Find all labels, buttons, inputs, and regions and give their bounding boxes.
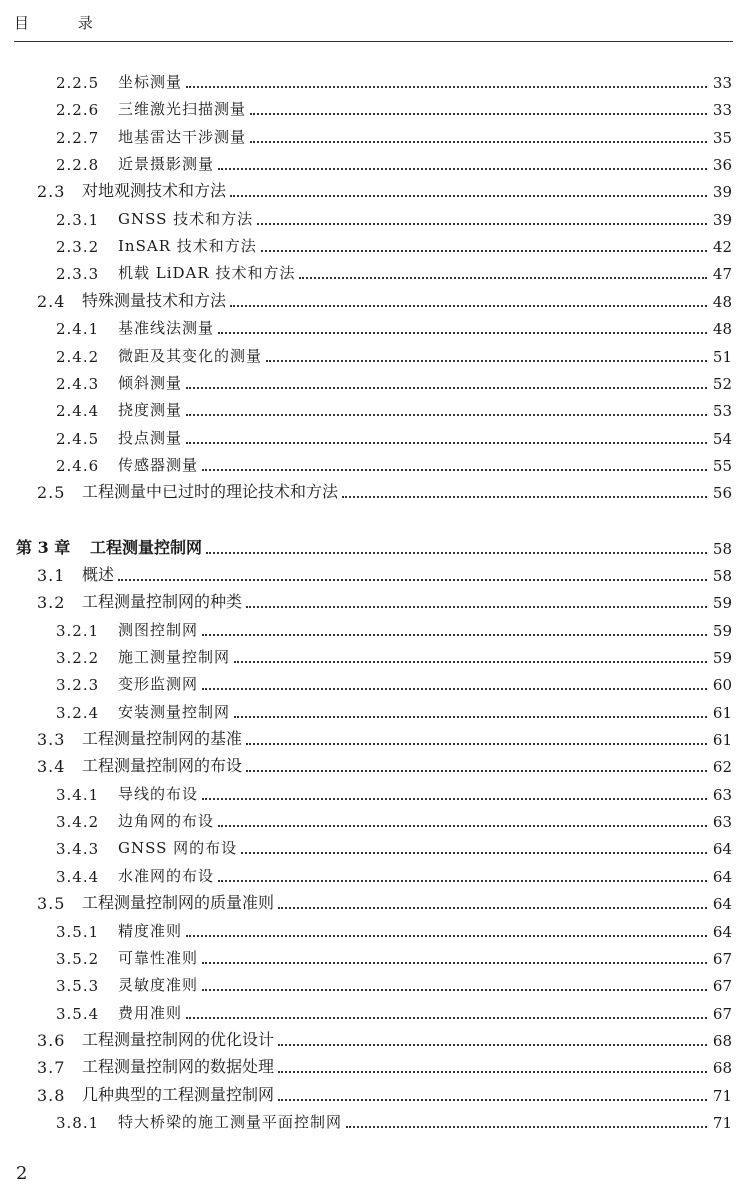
toc-leader-dots	[342, 496, 707, 498]
toc-entry	[0, 69, 750, 95]
toc-leader-dots	[234, 716, 707, 718]
toc-leader-dots	[241, 852, 707, 854]
page-header-title: 目 录	[14, 14, 115, 32]
toc-entry	[0, 370, 750, 396]
toc-entry-title: GNSS 网的布设	[118, 839, 238, 858]
toc-entry	[0, 617, 750, 643]
toc-entry-title: 基准线法测量	[118, 319, 215, 338]
toc-entry	[0, 835, 750, 861]
toc-entry-number: 3.4.4	[56, 867, 100, 886]
toc-entry-title: 工程测量控制网的种类	[82, 592, 243, 612]
toc-entry-title: 工程测量控制网的基准	[82, 729, 243, 749]
toc-entry-page: 35	[712, 128, 732, 147]
toc-entry-title: 三维激光扫描测量	[118, 100, 247, 119]
toc-entry-page: 59	[712, 649, 732, 667]
toc-entry-page: 61	[712, 731, 732, 750]
toc-entry-number: 2.4.2	[56, 347, 100, 366]
toc-entry-number: 3.5.3	[56, 977, 100, 996]
toc-entry-title: 特殊测量技术和方法	[82, 290, 227, 310]
toc-entry-number: 3.4	[37, 757, 66, 777]
toc-entry-page: 51	[712, 347, 732, 366]
toc-entry-title: 工程测量控制网的数据处理	[82, 1057, 275, 1077]
toc-leader-dots	[218, 825, 707, 827]
toc-entry-number: 3.5.2	[56, 949, 100, 968]
toc-entry	[0, 343, 750, 369]
toc-leader-dots	[278, 1071, 707, 1073]
toc-entry-page: 53	[712, 402, 732, 421]
toc-entry-page: 64	[712, 895, 732, 914]
toc-entry-title: 倾斜测量	[118, 373, 183, 392]
toc-entry	[0, 479, 750, 505]
page-number: 2	[16, 1163, 28, 1184]
toc-leader-dots	[202, 962, 707, 964]
toc-entry	[0, 1054, 750, 1080]
toc-leader-dots	[186, 86, 707, 88]
toc-entry-number: 3.8	[37, 1085, 66, 1105]
toc-entry-page: 67	[712, 1004, 732, 1023]
toc-entry-page: 56	[712, 484, 732, 503]
toc-leader-dots	[218, 880, 707, 882]
toc-entry-page: 55	[712, 456, 732, 475]
toc-entry-page: 71	[712, 1113, 732, 1132]
toc-entry-number: 2.5	[37, 483, 66, 503]
toc-leader-dots	[246, 606, 707, 608]
toc-entry-page: 67	[712, 949, 732, 968]
toc-leader-dots	[186, 414, 707, 416]
toc-entry	[0, 671, 750, 697]
toc-entry	[0, 781, 750, 807]
toc-entry	[0, 425, 750, 451]
toc-entry-page: 33	[712, 74, 732, 92]
toc-leader-dots	[250, 113, 707, 115]
toc-entry-number: 3.1	[37, 565, 66, 585]
header-rule	[14, 41, 733, 42]
toc-entry-number: 3.4.2	[56, 813, 100, 832]
toc-leader-dots	[218, 168, 707, 170]
toc-entry-title: 工程测量控制网的优化设计	[82, 1029, 275, 1049]
toc-leader-dots	[186, 1017, 707, 1019]
toc-entry-title: 工程测量控制网的布设	[82, 756, 243, 776]
toc-entry	[0, 699, 750, 725]
toc-entry-page: 62	[712, 758, 732, 777]
toc-leader-dots	[230, 305, 707, 307]
toc-leader-dots	[250, 141, 707, 143]
toc-entry-title: 边角网的布设	[118, 812, 215, 831]
toc-entry	[0, 945, 750, 971]
toc-entry-number: 3.7	[37, 1058, 66, 1078]
toc-entry-number: 3.3	[37, 730, 66, 750]
toc-leader-dots	[202, 634, 707, 636]
toc-entry-title: 几种典型的工程测量控制网	[82, 1084, 275, 1104]
toc-leader-dots	[230, 195, 707, 197]
toc-leader-dots	[266, 360, 707, 362]
toc-entry	[0, 589, 750, 615]
toc-leader-dots	[278, 1044, 707, 1046]
toc-leader-dots	[218, 332, 707, 334]
toc-entry-number: 2.2.7	[56, 128, 100, 147]
toc-entry-title: 工程测量控制网	[90, 537, 203, 557]
toc-entry-page: 39	[712, 183, 732, 202]
toc-entry	[0, 1082, 750, 1108]
toc-entry-title: 近景摄影测量	[118, 155, 215, 174]
toc-entry	[0, 1109, 750, 1135]
toc-entry-number: 2.4.5	[56, 429, 100, 448]
toc-entry-title: 挠度测量	[118, 401, 183, 420]
toc-entry-title: 导线的布设	[118, 784, 199, 803]
toc-entry-number: 3.5.4	[56, 1004, 100, 1023]
toc-entry-title: 机载 LiDAR 技术和方法	[118, 264, 296, 283]
toc-entry-title: 传感器测量	[118, 455, 199, 474]
toc-entry-number: 3.4.3	[56, 840, 100, 859]
toc-leader-dots	[299, 277, 707, 279]
toc-entry-page: 59	[712, 621, 732, 640]
toc-entry	[0, 233, 750, 259]
toc-entry-page: 48	[712, 320, 732, 339]
toc-leader-dots	[202, 469, 707, 471]
toc-entry	[0, 644, 750, 670]
toc-entry-page: 39	[712, 210, 732, 229]
toc-entry-page: 64	[712, 840, 732, 859]
toc-entry-page: 58	[712, 539, 732, 558]
toc-entry-title: 工程测量控制网的质量准则	[82, 893, 275, 913]
toc-leader-dots	[246, 743, 707, 745]
toc-entry-title: 测图控制网	[118, 620, 199, 639]
toc-entry-title: InSAR 技术和方法	[118, 237, 257, 256]
toc-entry-page: 67	[712, 977, 732, 996]
toc-entry-number: 3.2	[37, 593, 66, 613]
toc-entry-number: 3.5	[37, 894, 66, 914]
toc-entry	[0, 288, 750, 314]
toc-leader-dots	[118, 579, 707, 581]
toc-entry-number: 3.2.4	[56, 703, 100, 722]
toc-entry-page: 64	[712, 867, 732, 886]
toc-entry-number: 2.2.5	[56, 74, 100, 92]
toc-entry	[0, 863, 750, 889]
toc-entry-page: 58	[712, 566, 732, 585]
toc-entry-number: 2.3.2	[56, 238, 100, 257]
toc-entry	[0, 726, 750, 752]
toc-entry-number: 2.3	[37, 182, 66, 202]
toc-entry-number: 3.4.1	[56, 785, 100, 804]
toc-entry-title: 地基雷达干涉测量	[118, 127, 247, 146]
toc-entry-title: 变形监测网	[118, 675, 199, 694]
toc-entry-number: 3.5.1	[56, 922, 100, 941]
toc-entry-page: 59	[712, 594, 732, 613]
toc-entry-page: 47	[712, 265, 732, 284]
toc-leader-dots	[257, 223, 707, 225]
toc-entry-number: 3.6	[37, 1030, 66, 1050]
toc-entry-title: 水准网的布设	[118, 866, 215, 885]
toc-entry-number: 3.8.1	[56, 1113, 100, 1132]
toc-entry-page: 71	[712, 1086, 732, 1105]
toc-entry-page: 33	[712, 101, 732, 120]
toc-entry-page: 63	[712, 813, 732, 832]
toc-entry	[0, 1000, 750, 1026]
toc-entry	[0, 753, 750, 779]
toc-entry-number: 2.3.1	[56, 210, 100, 229]
toc-entry-title: 工程测量中已过时的理论技术和方法	[82, 482, 339, 502]
toc-entry-title: GNSS 技术和方法	[118, 209, 254, 228]
toc-leader-dots	[202, 798, 707, 800]
toc-entry	[0, 206, 750, 232]
toc-entry-page: 63	[712, 785, 732, 804]
toc-entry-page: 68	[712, 1059, 732, 1078]
toc-leader-dots	[202, 688, 707, 690]
toc-entry-page: 60	[712, 676, 732, 695]
toc-leader-dots	[206, 552, 707, 554]
toc-entry	[0, 972, 750, 998]
toc-entry-title: 微距及其变化的测量	[118, 346, 263, 365]
toc-entry-number: 3.2.3	[56, 676, 100, 695]
toc-entry	[0, 890, 750, 916]
toc-entry	[0, 151, 750, 177]
toc-entry-title: 施工测量控制网	[118, 648, 231, 666]
toc-entry-number: 2.4.4	[56, 402, 100, 421]
toc-leader-dots	[186, 387, 707, 389]
toc-leader-dots	[346, 1126, 707, 1128]
toc-leader-dots	[186, 442, 707, 444]
toc-entry-title: 对地观测技术和方法	[82, 181, 227, 201]
toc-entry	[0, 96, 750, 122]
toc-entry-page: 42	[712, 238, 732, 257]
toc-entry-title: 费用准则	[118, 1003, 183, 1022]
toc-entry-title: 可靠性准则	[118, 948, 199, 967]
toc-leader-dots	[246, 770, 707, 772]
toc-entry-number: 2.4.1	[56, 320, 100, 339]
toc-entry-title: 投点测量	[118, 428, 183, 447]
toc-entry	[0, 808, 750, 834]
toc-entry	[0, 1027, 750, 1053]
toc-entry	[0, 315, 750, 341]
toc-leader-dots	[278, 1099, 707, 1101]
toc-entry-title: 灵敏度准则	[118, 976, 199, 995]
toc-entry-number: 2.3.3	[56, 265, 100, 284]
toc-entry-page: 68	[712, 1031, 732, 1050]
toc-entry-page: 48	[712, 292, 732, 311]
toc-entry-number: 2.2.6	[56, 101, 100, 120]
toc-entry-page: 61	[712, 703, 732, 722]
toc-entry-number: 第 3 章	[16, 537, 71, 557]
toc-entry-title: 特大桥梁的施工测量平面控制网	[118, 1112, 343, 1131]
toc-entry-title: 精度准则	[118, 921, 183, 940]
toc-entry-number: 2.2.8	[56, 156, 100, 175]
toc-leader-dots	[202, 989, 707, 991]
toc-entry-title: 坐标测量	[118, 73, 183, 91]
toc-entry	[0, 178, 750, 204]
toc-entry-number: 2.4.6	[56, 456, 100, 475]
toc-entry	[0, 397, 750, 423]
toc-leader-dots	[234, 661, 707, 663]
toc-entry	[0, 124, 750, 150]
toc-entry-title: 概述	[82, 564, 115, 584]
toc-leader-dots	[186, 935, 707, 937]
toc-entry	[0, 918, 750, 944]
toc-entry-number: 3.2.2	[56, 649, 100, 667]
toc-entry	[0, 452, 750, 478]
toc-entry	[0, 562, 750, 588]
toc-entry-page: 52	[712, 374, 732, 393]
toc-chapter-entry	[0, 535, 750, 561]
toc-entry-number: 2.4	[37, 291, 66, 311]
toc-entry-page: 64	[712, 922, 732, 941]
toc-leader-dots	[278, 907, 707, 909]
toc-entry-title: 安装测量控制网	[118, 702, 231, 721]
toc-entry	[0, 260, 750, 286]
toc-entry-page: 36	[712, 156, 732, 175]
toc-leader-dots	[261, 250, 707, 252]
toc-entry-number: 2.4.3	[56, 374, 100, 393]
toc-entry-number: 3.2.1	[56, 621, 100, 640]
toc-entry-page: 54	[712, 429, 732, 448]
